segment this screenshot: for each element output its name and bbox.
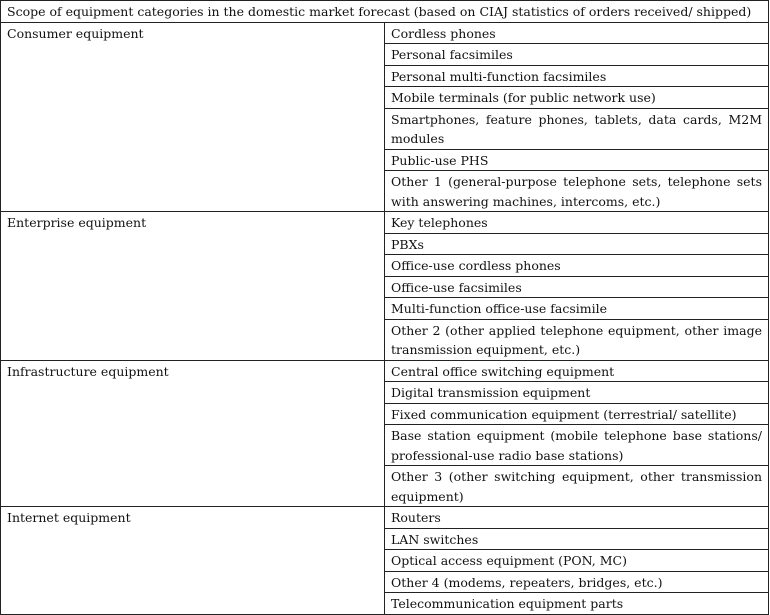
- equipment-item-cell: Office-use facsimiles: [385, 276, 769, 298]
- equipment-item-cell: Mobile terminals (for public network use): [385, 87, 769, 109]
- equipment-item-cell: PBXs: [385, 233, 769, 255]
- equipment-item-cell: Office-use cordless phones: [385, 255, 769, 277]
- equipment-item-cell: Other 1 (general-purpose telephone sets, telephone sets with answering machines, intercoms, etc.): [385, 171, 769, 212]
- equipment-item-cell: Routers: [385, 507, 769, 529]
- category-cell: Consumer equipment: [1, 22, 385, 212]
- equipment-item-cell: Other 2 (other applied telephone equipment, other image transmission equipment, etc.): [385, 319, 769, 360]
- equipment-item-cell: Key telephones: [385, 212, 769, 234]
- equipment-item-cell: Other 4 (modems, repeaters, bridges, etc.): [385, 571, 769, 593]
- category-cell: Enterprise equipment: [1, 212, 385, 361]
- equipment-item-cell: Multi-function office-use facsimile: [385, 298, 769, 320]
- equipment-item-cell: Telecommunication equipment parts: [385, 593, 769, 615]
- category-cell: Infrastructure equipment: [1, 360, 385, 507]
- title-row: [1, 1, 769, 23]
- equipment-item-cell: Other 3 (other switching equipment, other transmission equipment): [385, 466, 769, 507]
- equipment-item-cell: Cordless phones: [385, 22, 769, 44]
- equipment-item-cell: Personal multi-function facsimiles: [385, 65, 769, 87]
- equipment-item-cell: Personal facsimiles: [385, 44, 769, 66]
- equipment-item-cell: Digital transmission equipment: [385, 382, 769, 404]
- table-row: [1, 507, 769, 529]
- category-cell: Internet equipment: [1, 507, 385, 615]
- table-row: [1, 22, 769, 44]
- table-row: [1, 212, 769, 234]
- table-title: Scope of equipment categories in the domestic market forecast (based on CIAJ statistics of orders received/ shipped): [1, 1, 769, 23]
- equipment-item-cell: Smartphones, feature phones, tablets, data cards, M2M modules: [385, 108, 769, 149]
- equipment-item-cell: Fixed communication equipment (terrestrial/ satellite): [385, 403, 769, 425]
- equipment-item-cell: Optical access equipment (PON, MC): [385, 550, 769, 572]
- table-body: [1, 1, 769, 615]
- table-row: [1, 360, 769, 382]
- equipment-item-cell: Public-use PHS: [385, 149, 769, 171]
- equipment-item-cell: Base station equipment (mobile telephone base stations/ professional-use radio base stations): [385, 425, 769, 466]
- equipment-item-cell: LAN switches: [385, 528, 769, 550]
- equipment-item-cell: Central office switching equipment: [385, 360, 769, 382]
